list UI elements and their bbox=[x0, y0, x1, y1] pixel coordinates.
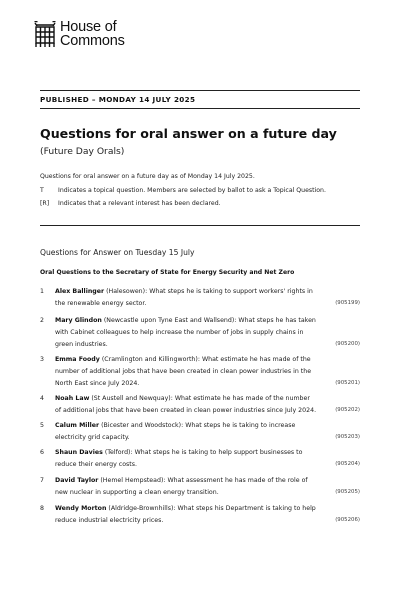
logo-line-2: Commons bbox=[60, 33, 125, 49]
member-name: Alex Ballinger bbox=[55, 288, 105, 295]
member-name: Noah Law bbox=[55, 395, 90, 402]
question-number: 1 bbox=[40, 288, 44, 295]
question-number: 2 bbox=[40, 317, 44, 324]
question-number: 8 bbox=[40, 505, 44, 512]
member-constituency: (Bicester and Woodstock): bbox=[101, 422, 184, 429]
question-item bbox=[40, 420, 360, 444]
logo-line-1: House of bbox=[60, 19, 117, 35]
question-text: What steps he has taken with Cabinet colleagues to help increase the number of jobs in supply chains in green industries. bbox=[55, 317, 316, 348]
member-constituency: (Cramlington and Killingworth): bbox=[101, 356, 200, 363]
key-text-topical: Indicates a topical question. Members are selected by ballot to ask a Topical Question. bbox=[58, 187, 326, 194]
house-of-commons-logo bbox=[34, 20, 125, 49]
member-name: Mary Glindon bbox=[55, 317, 102, 324]
question-text: What steps he is taking to support workers' rights in the renewable energy sector. bbox=[55, 288, 313, 307]
section-date-heading: Questions for Answer on Tuesday 15 July bbox=[40, 248, 195, 257]
member-constituency: (St Austell and Newquay): bbox=[91, 395, 173, 402]
member-constituency: (Aldridge-Brownhills): bbox=[108, 505, 176, 512]
question-number: 7 bbox=[40, 477, 44, 484]
question-number: 4 bbox=[40, 395, 44, 402]
question-reference: (905204) bbox=[335, 460, 360, 467]
member-name: David Taylor bbox=[55, 477, 99, 484]
question-item bbox=[40, 447, 360, 471]
page-title: Questions for oral answer on a future day bbox=[40, 126, 337, 141]
question-reference: (905206) bbox=[335, 516, 360, 523]
question-text: What steps his Department is taking to help reduce industrial electricity prices. bbox=[55, 505, 316, 524]
question-item bbox=[40, 503, 360, 527]
question-reference: (905205) bbox=[335, 488, 360, 495]
member-constituency: (Halesowen): bbox=[106, 288, 148, 295]
question-reference: (905200) bbox=[335, 340, 360, 347]
member-constituency: (Newcastle upon Tyne East and Wallsend): bbox=[103, 317, 237, 324]
question-item bbox=[40, 286, 360, 310]
question-text: What estimate he has made of the number of additional jobs that have been created in clean power industries since July 2024. bbox=[55, 395, 317, 414]
question-item bbox=[40, 393, 360, 417]
member-name: Calum Miller bbox=[55, 422, 100, 429]
question-text: What steps he is taking to help support businesses to reduce their energy costs. bbox=[55, 449, 303, 468]
intro-text: Questions for oral answer on a future day as of Monday 14 July 2025. bbox=[40, 173, 255, 180]
question-text: What estimate he has made of the number of additional jobs that have been created in clean power industries in the North East since July 2024. bbox=[55, 356, 312, 387]
key-symbol-topical: T bbox=[40, 187, 44, 194]
question-text: What steps he is taking to increase electricity grid capacity. bbox=[55, 422, 296, 441]
member-constituency: (Telford): bbox=[104, 449, 133, 456]
member-name: Wendy Morton bbox=[55, 505, 107, 512]
question-number: 3 bbox=[40, 356, 44, 363]
divider-top bbox=[40, 90, 360, 91]
question-number: 5 bbox=[40, 422, 44, 429]
page-subtitle: (Future Day Orals) bbox=[40, 146, 125, 157]
portcullis-icon bbox=[34, 21, 56, 49]
key-text-interest: Indicates that a relevant interest has been declared. bbox=[58, 200, 221, 207]
key-interest bbox=[40, 200, 221, 207]
question-text: What assessment he has made of the role of new nuclear in supporting a clean energy transition. bbox=[55, 477, 308, 496]
member-name: Shaun Davies bbox=[55, 449, 103, 456]
question-reference: (905202) bbox=[335, 406, 360, 413]
published-date: PUBLISHED – MONDAY 14 JULY 2025 bbox=[40, 95, 196, 104]
member-name: Emma Foody bbox=[55, 356, 100, 363]
question-number: 6 bbox=[40, 449, 44, 456]
question-item bbox=[40, 475, 360, 499]
key-topical bbox=[40, 187, 326, 194]
question-item bbox=[40, 315, 360, 350]
key-symbol-interest: [R] bbox=[40, 200, 50, 207]
question-reference: (905203) bbox=[335, 433, 360, 440]
question-item bbox=[40, 354, 360, 389]
divider-section bbox=[40, 225, 360, 226]
logo-wordmark bbox=[60, 20, 125, 48]
question-reference: (905201) bbox=[335, 379, 360, 386]
department-heading: Oral Questions to the Secretary of State for Energy Security and Net Zero bbox=[40, 269, 295, 276]
question-reference: (905199) bbox=[335, 299, 360, 306]
divider-published bbox=[40, 108, 360, 109]
member-constituency: (Hemel Hempstead): bbox=[100, 477, 166, 484]
